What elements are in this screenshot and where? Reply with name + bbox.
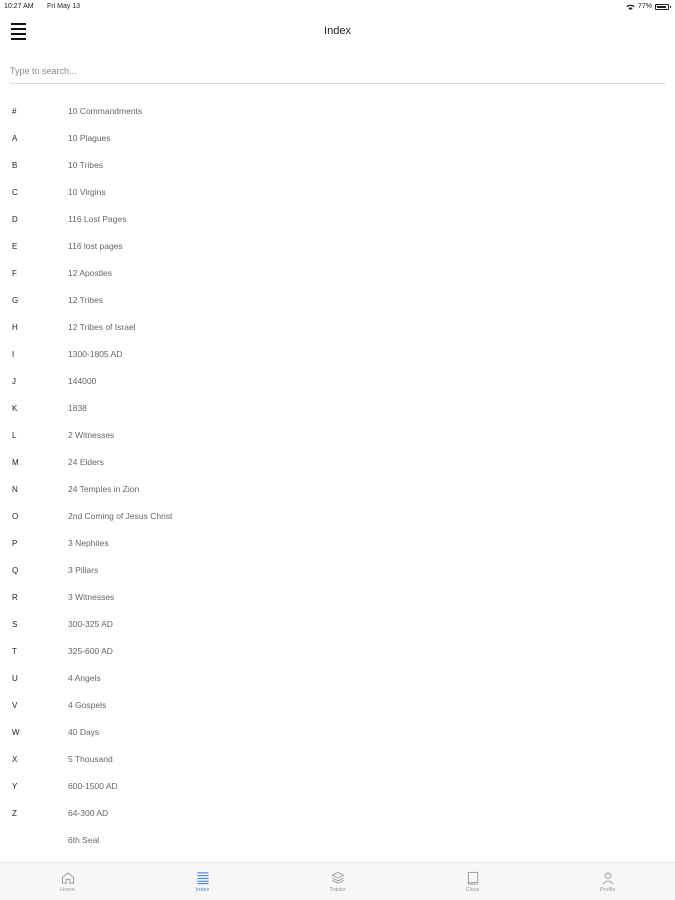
status-date: Fri May 13 [47,3,81,10]
tab-label: Index [195,886,210,893]
list-item[interactable]: 12 Apostles [68,268,112,278]
alphabet-letter[interactable]: W [12,728,20,737]
list-item[interactable]: 3 Pillars [68,565,99,575]
list-item[interactable]: 12 Tribes [68,295,103,305]
list-item[interactable]: 1838 [68,403,87,413]
list-item[interactable]: 2 Witnesses [68,430,115,440]
alphabet-letter[interactable]: G [12,296,19,305]
alphabet-letter[interactable]: I [12,350,15,359]
alphabet-letter[interactable]: Q [12,566,19,575]
list-item[interactable]: 3 Witnesses [68,592,115,602]
battery-percent: 77% [637,3,652,10]
alphabet-letter[interactable]: V [12,701,18,710]
tab-profile[interactable] [540,863,675,900]
alphabet-letter[interactable]: U [12,674,18,683]
tab-home[interactable] [0,863,135,900]
alphabet-letter[interactable]: S [12,620,18,629]
person-icon [600,871,616,885]
list-item[interactable]: 40 Days [68,727,100,737]
status-bar [0,0,675,14]
status-time: 10:27 AM [4,3,34,10]
list-item[interactable]: 10 Virgins [68,187,106,197]
list-item[interactable]: 6th Seal [68,835,100,845]
status-right [626,3,669,10]
tab-bar [0,862,675,900]
list-item[interactable]: 10 Plagues [68,133,111,143]
tab-label: Class [465,886,480,893]
list-item[interactable]: 3 Nephites [68,538,109,548]
list-item[interactable]: 24 Temples in Zion [68,484,140,494]
tab-label: Home [60,886,75,893]
tab-label: Profile [599,886,616,893]
tab-class[interactable] [405,863,540,900]
alphabet-letter[interactable]: C [12,188,18,197]
alphabet-letter[interactable]: Y [12,782,18,791]
alphabet-letter[interactable]: P [12,539,18,548]
layers-icon [330,871,346,885]
alphabet-letter[interactable]: # [12,107,17,116]
list-item[interactable]: 12 Tribes of Israel [68,322,136,332]
alphabet-letter[interactable]: B [12,161,18,170]
list-item[interactable]: 116 lost pages [68,241,123,251]
alphabet-letter[interactable]: J [12,377,16,386]
alphabet-letter[interactable]: R [12,593,18,602]
book-icon [465,871,481,885]
list-item[interactable]: 4 Gospels [68,700,107,710]
alphabet-letter[interactable]: T [12,647,17,656]
alphabet-letter[interactable]: E [12,242,18,251]
alphabet-letter[interactable]: H [12,323,18,332]
hamburger-icon-line [11,38,26,40]
search-bar [10,60,665,84]
list-item[interactable]: 5 Thousand [68,754,113,764]
list-item[interactable]: 2nd Coming of Jesus Christ [68,511,173,521]
tab-label: Tracks [329,886,346,893]
list-item[interactable]: 24 Elders [68,457,104,467]
alphabet-letter[interactable]: A [12,134,18,143]
nav-bar [0,18,675,48]
alphabet-letter[interactable]: Z [12,809,17,818]
alphabet-index [12,98,26,827]
alphabet-letter[interactable]: D [12,215,18,224]
alphabet-letter[interactable]: X [12,755,18,764]
alphabet-letter[interactable]: N [12,485,18,494]
alphabet-letter[interactable]: K [12,404,18,413]
search-input[interactable] [10,60,665,82]
wifi-icon [626,4,635,10]
tab-index[interactable] [135,863,270,900]
list-item[interactable]: 116 Lost Pages [68,214,127,224]
alphabet-letter[interactable]: L [12,431,17,440]
battery-icon [655,4,669,10]
topic-list [68,98,628,854]
list-item[interactable]: 300-325 AD [68,619,113,629]
list-item[interactable]: 10 Commandments [68,106,143,116]
list-item[interactable]: 64-300 AD [68,808,109,818]
list-item[interactable]: 4 Angels [68,673,101,683]
list-icon [195,871,211,885]
alphabet-letter[interactable]: F [12,269,17,278]
list-item[interactable]: 144000 [68,376,97,386]
list-item[interactable]: 1300-1805 AD [68,349,123,359]
list-item[interactable]: 10 Tribes [68,160,103,170]
home-icon [60,871,76,885]
list-item[interactable]: 600-1500 AD [68,781,118,791]
alphabet-letter[interactable]: O [12,512,19,521]
tab-tracks[interactable] [270,863,405,900]
page-title: Index [324,25,351,37]
list-item[interactable]: 325-600 AD [68,646,113,656]
alphabet-letter[interactable]: M [12,458,19,467]
